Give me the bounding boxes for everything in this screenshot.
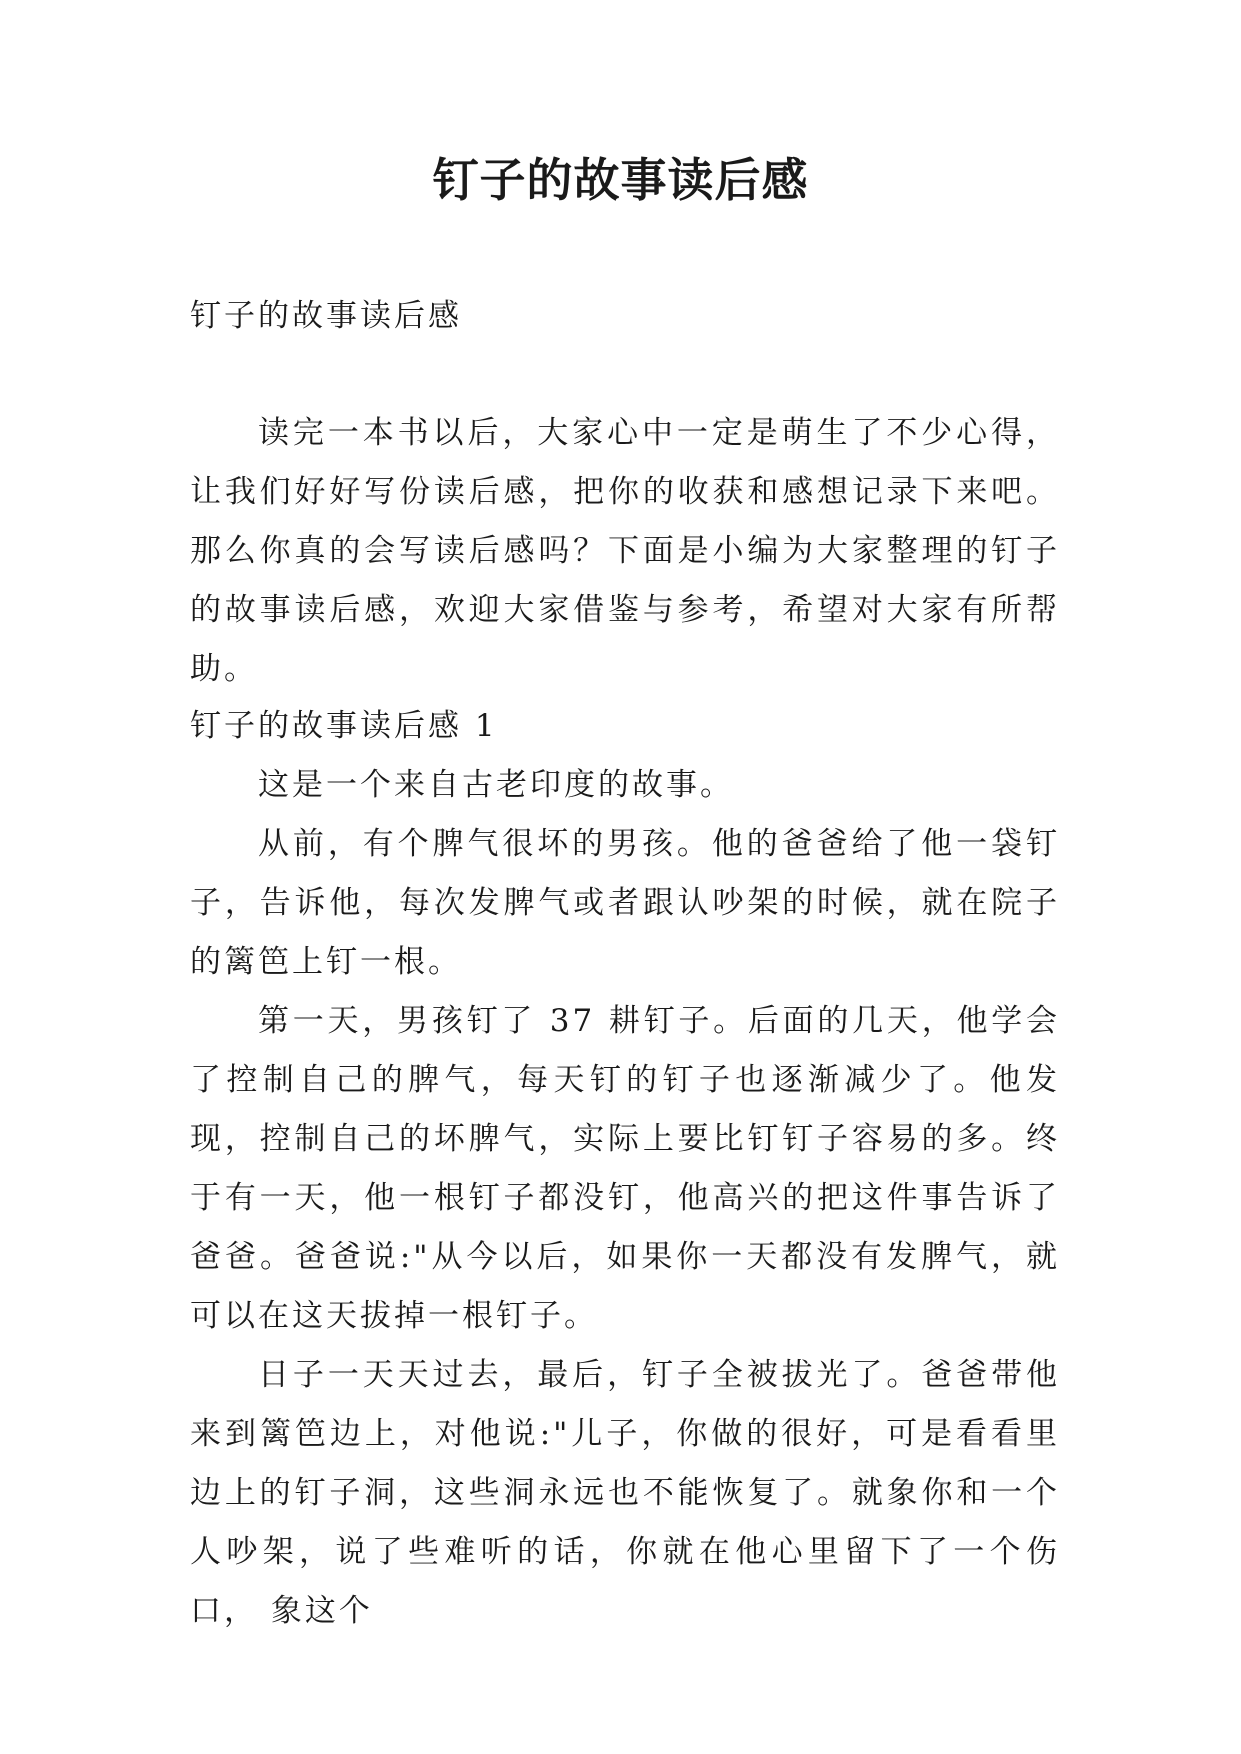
story-paragraph-1: 这是一个来自古老印度的故事。 (258, 767, 734, 803)
section-heading: 钉子的故事读后感 1 (190, 708, 498, 744)
story-paragraph-4: 日子一天天过去，最后，钉子全被拔光了。爸爸带他来到篱笆边上，对他说:"儿子，你做的很好，可是看看里边上的钉子洞，这些洞永远也不能恢复了。就象你和一个人吵架，说了些难听的话，你就在他心里留下了一个伤口， 象这个 (190, 1357, 1060, 1629)
story-paragraph-2: 从前，有个脾气很坏的男孩。他的爸爸给了他一袋钉子，告诉他，每次发脾气或者跟认吵架的时候，就在院子的篱笆上钉一根。 (190, 826, 1060, 980)
story-paragraph-3: 第一天，男孩钉了 37 耕钉子。后面的几天，他学会了控制自己的脾气，每天钉的钉子也逐渐减少了。他发现，控制自己的坏脾气，实际上要比钉钉子容易的多。终于有一天，他一根钉子都没钉，他高兴的把这件事告诉了爸爸。爸爸说:"从今以后，如果你一天都没有发脾气，就可以在这天拔掉一根钉子。 (190, 1003, 1060, 1334)
document-title: 钉子的故事读后感 (432, 153, 809, 207)
intro-section (190, 404, 1060, 699)
document-subtitle (190, 287, 1060, 346)
story-section (190, 697, 1060, 1641)
subtitle-text: 钉子的故事读后感 (190, 298, 462, 334)
intro-paragraph: 读完一本书以后，大家心中一定是萌生了不少心得，让我们好好写份读后感，把你的收获和感想记录下来吧。那么你真的会写读后感吗？下面是小编为大家整理的钉子的故事读后感，欢迎大家借鉴与参考，希望对大家有所帮助。 (190, 415, 1060, 687)
